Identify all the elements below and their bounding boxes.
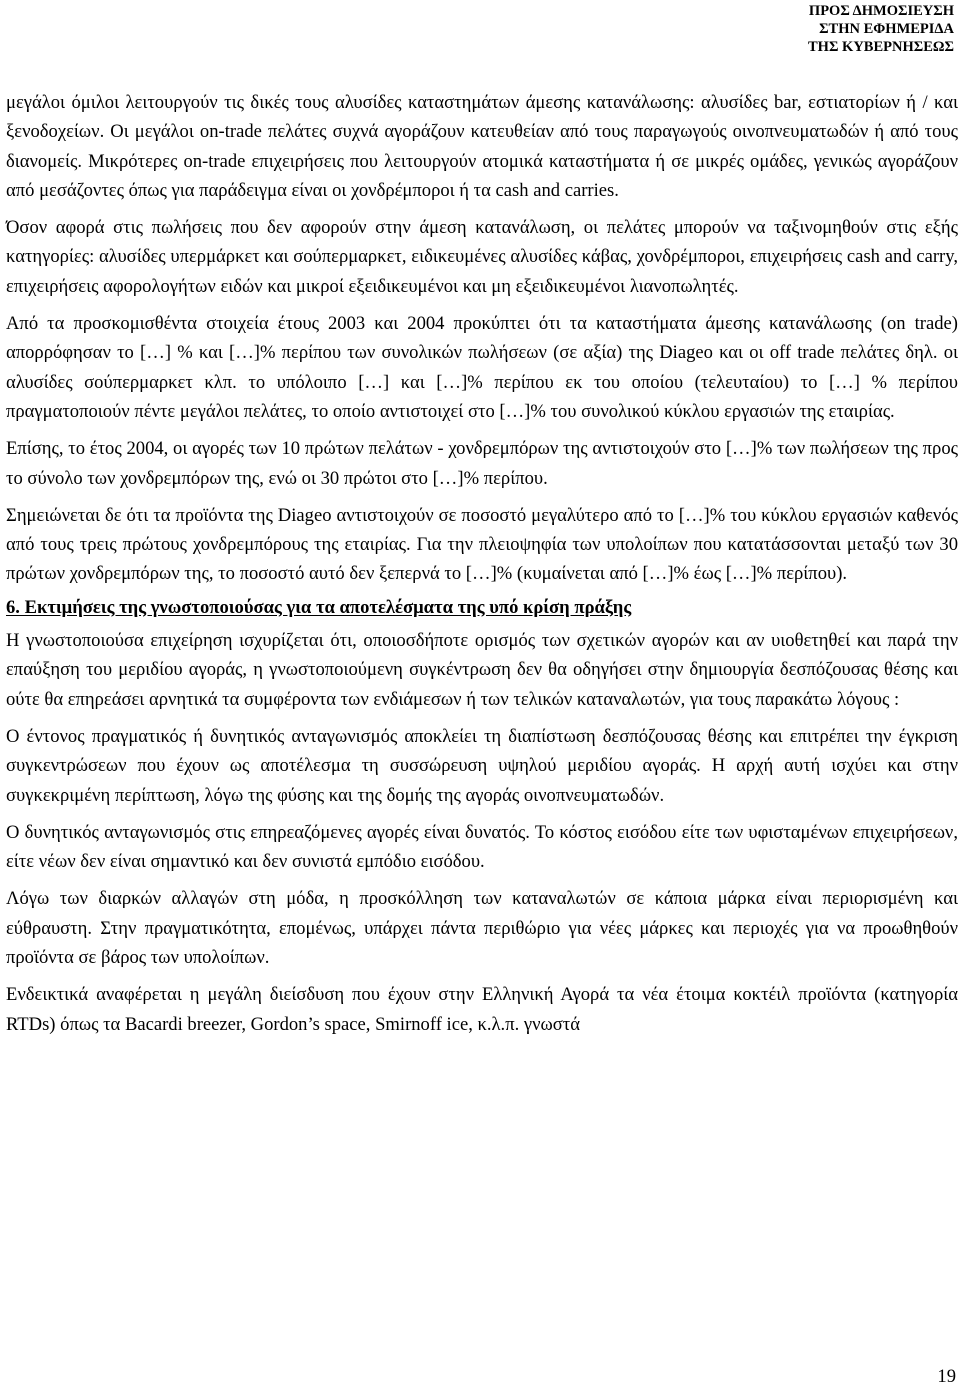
- paragraph-diageo-share: Σημειώνεται δε ότι τα προϊόντα της Diageo αντιστοιχούν σε ποσοστό μεγαλύτερο από το […]% του κύκλου εργασιών καθενός από τους τρεις πρώτους χονδρεμπόρους της εταιρίας. Για την πλειοψηφία των υπολοίπων που κατατάσσονται μεταξύ των 30 πρώτων χονδρεμπόρων της, το ποσοστό αυτό δεν ξεπερνά το […]% (κυμαίνεται από […]% έως […]% περίπου).: [6, 504, 958, 585]
- paragraph-competition: Ο έντονος πραγματικός ή δυνητικός ανταγωνισμός αποκλείει τη διαπίστωση δεσπόζουσας θέσης και επιτρέπει την έγκριση συγκεντρώσεων που έχουν ως αποτέλεσμα τη συσσώρευση υψηλού μεριδίου αγοράς. Η αρχή αυτή ισχύει και στην συγκεκριμένη περίπτωση, λόγω της φύσης και της δομής της αγοράς οινοπνευματωδών.: [6, 725, 958, 806]
- stamp-line-2: ΣΤΗΝ ΕΦΗΜΕΡΙΔΑ: [819, 21, 954, 37]
- paragraph-on-trade-chains: μεγάλοι όμιλοι λειτουργούν τις δικές τους αλυσίδες καταστημάτων άμεσης κατανάλωσης: αλυσίδες bar, εστιατορίων ή / και ξενοδοχείων. Οι μεγάλοι on-trade πελάτες συχνά αγοράζουν κατευθείαν από τους παραγωγούς οινοπνευματωδών ή από τους διανομείς. Μικρότερες on-trade επιχειρήσεις που λειτουργούν ατομικά καταστήματα ή σε μικρές ομάδες, γενικώς αγοράζουν από μεσάζοντες όπως για παράδειγμα είναι οι χονδρέμποροι ή τα cash and carries.: [6, 92, 958, 201]
- stamp-line-3: ΤΗΣ ΚΥΒΕΡΝΗΣΕΩΣ: [808, 39, 954, 55]
- paragraph-fashion-changes: Λόγω των διαρκών αλλαγών στη μόδα, η προσκόλληση των καταναλωτών σε κάποια μάρκα είναι περιορισμένη και εύθραυστη. Στην πραγματικότητα, επομένως, υπάρχει πάντα περιθώριο για νέες μάρκες και περιοχές για να προωθηθούν προϊόντα σε βάρος των υπολοίπων.: [6, 888, 958, 969]
- paragraph-sales-2003-2004: Από τα προσκομισθέντα στοιχεία έτους 2003 και 2004 προκύπτει ότι τα καταστήματα άμεσης κατανάλωσης (on trade) απορρόφησαν το […] % και […]% περίπου των συνολικών πωλήσεων (σε αξία) της Diageo και οι off trade πελάτες δηλ. οι αλυσίδες σούπερμαρκετ κλπ. το υπόλοιπο […] και […]% περίπου εκ του οποίου (τελευταίου) το […] % περίπου πραγματοποιούν πέντε μεγάλοι πελάτες, το οποίο αντιστοιχεί στο […]% του συνολικού κύκλου εργασιών της εταιρίας.: [6, 313, 958, 422]
- page-number: 19: [937, 1366, 956, 1387]
- paragraph-rtd-products: Ενδεικτικά αναφέρεται η μεγάλη διείσδυση που έχουν στην Ελληνική Αγορά τα νέα έτοιμα κοκτέιλ προϊόντα (κατηγορία RTDs) όπως τα Bacardi breezer, Gordon’s space, Smirnoff ice, κ.λ.π. γνωστά: [6, 984, 958, 1035]
- stamp-line-1: ΠΡΟΣ ΔΗΜΟΣΙΕΥΣΗ: [808, 3, 954, 19]
- paragraph-notifying-claims: Η γνωστοποιούσα επιχείρηση ισχυρίζεται ότι, οποιοσδήποτε ορισμός των σχετικών αγορών και αν υιοθετηθεί και παρά την επαύξηση του μεριδίου αγοράς, η γνωστοποιούμενη συγκέντρωση δεν θα οδηγήσει στην δημιουργία δεσπόζουσας θέσης και ούτε θα επηρεάσει αρνητικά τα συμφέροντα των ενδιάμεσων ή των τελικών καταναλωτών, για τους παρακάτω λόγους :: [6, 630, 958, 710]
- section-heading-6: 6. Εκτιμήσεις της γνωστοποιούσας για τα αποτελέσματα της υπό κρίση πράξης: [6, 596, 632, 618]
- document-body: [6, 88, 958, 1047]
- publication-stamp: [808, 2, 954, 56]
- paragraph-wholesalers-2004: Επίσης, το έτος 2004, οι αγορές των 10 πρώτων πελάτων - χονδρεμπόρων της αντιστοιχούν στο […]% των πωλήσεων της προς το σύνολο των χονδρεμπόρων της, ενώ οι 30 πρώτοι στο […]% περίπου.: [6, 438, 958, 489]
- paragraph-off-trade-categories: Όσον αφορά στις πωλήσεις που δεν αφορούν στην άμεση κατανάλωση, οι πελάτες μπορούν να ταξινομηθούν στις εξής κατηγορίες: αλυσίδες υπερμάρκετ και σούπερμαρκετ, ειδικευμένες αλυσίδες κάβας, χονδρέμποροι, επιχειρήσεις cash and carry, επιχειρήσεις αφορολογήτων ειδών και μικροί εξειδικευμένοι και μη εξειδικευμένοι λιανοπωλητές.: [6, 217, 958, 297]
- paragraph-potential-competition: Ο δυνητικός ανταγωνισμός στις επηρεαζόμενες αγορές είναι δυνατός. Το κόστος εισόδου είτε των υφισταμένων επιχειρήσεων, είτε νέων δεν είναι σημαντικό και δεν συνιστά εμπόδιο εισόδου.: [6, 821, 958, 873]
